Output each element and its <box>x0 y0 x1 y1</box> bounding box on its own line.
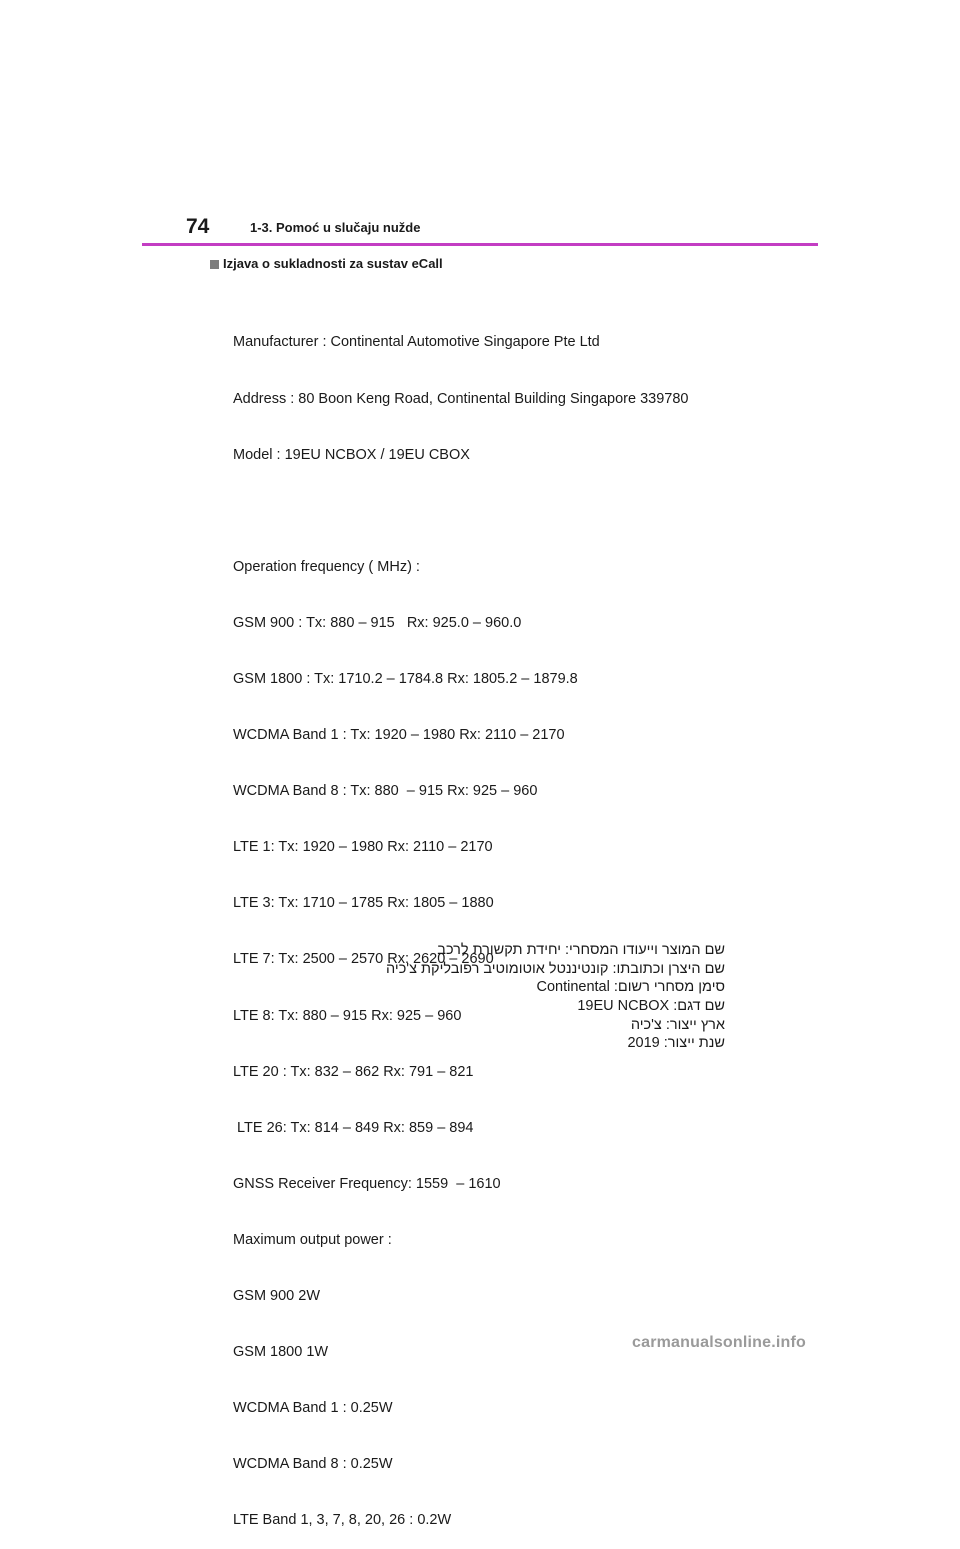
hebrew-line: שם המוצר וייעודו המסחרי: יחידת תקשורת לרכב <box>437 942 725 958</box>
frequency-line: LTE 3: Tx: 1710 – 1785 Rx: 1805 – 1880 <box>233 895 494 912</box>
frequency-line: WCDMA Band 1 : Tx: 1920 – 1980 Rx: 2110 – 2170 <box>233 727 565 744</box>
power-line: GSM 900 2W <box>233 1288 321 1304</box>
hebrew-line: שם היצרן וכתובתו: קונטיננטל אוטומוטיב רפובליקת צ'כיה <box>386 960 725 977</box>
declaration-block <box>233 296 688 1549</box>
hebrew-line: שם דגם: 19EU NCBOX <box>577 998 725 1015</box>
square-bullet-icon <box>210 260 219 269</box>
hebrew-line: סימן מסחרי רשום: Continental <box>536 979 725 996</box>
header-rule <box>142 243 818 246</box>
watermark: carmanualsonline.info <box>632 1334 807 1351</box>
model-line: Model : 19EU NCBOX / 19EU CBOX <box>233 446 470 463</box>
frequency-line: LTE 26: Tx: 814 – 849 Rx: 859 – 894 <box>233 1119 474 1136</box>
manufacturer-line: Manufacturer : Continental Automotive Singapore Pte Ltd <box>233 334 600 351</box>
frequency-line: LTE 1: Tx: 1920 – 1980 Rx: 2110 – 2170 <box>233 839 493 856</box>
hebrew-line: ארץ ייצור: צ'כיה <box>630 1016 725 1033</box>
chapter-title: 1-3. Pomoć u slučaju nužde <box>250 220 421 235</box>
frequency-line: GSM 900 : Tx: 880 – 915 Rx: 925.0 – 960.0 <box>233 614 522 631</box>
section-heading-text: Izjava o sukladnosti za sustav eCall <box>223 256 443 271</box>
frequency-line: GNSS Receiver Frequency: 1559 – 1610 <box>233 1175 501 1192</box>
power-line: WCDMA Band 1 : 0.25W <box>233 1400 393 1417</box>
power-line: WCDMA Band 8 : 0.25W <box>233 1456 393 1473</box>
frequency-line: WCDMA Band 8 : Tx: 880 – 915 Rx: 925 – 960 <box>233 783 538 800</box>
power-line: GSM 1800 1W <box>233 1344 329 1361</box>
frequency-line: LTE 20 : Tx: 832 – 862 Rx: 791 – 821 <box>233 1063 474 1080</box>
operation-frequency-title: Operation frequency ( MHz) : <box>233 558 420 575</box>
hebrew-declaration <box>340 941 725 1053</box>
section-heading <box>210 255 443 273</box>
power-title: Maximum output power : <box>233 1231 392 1248</box>
spacer <box>233 502 688 521</box>
frequency-line: LTE 7: Tx: 2500 – 2570 Rx: 2620 – 2690 <box>233 951 494 968</box>
power-line: LTE Band 1, 3, 7, 8, 20, 26 : 0.2W <box>233 1512 452 1529</box>
address-line: Address : 80 Boon Keng Road, Continental Building Singapore 339780 <box>233 390 689 407</box>
frequency-line: LTE 8: Tx: 880 – 915 Rx: 925 – 960 <box>233 1007 462 1024</box>
frequency-line: GSM 1800 : Tx: 1710.2 – 1784.8 Rx: 1805.2 – 1879.8 <box>233 670 578 687</box>
page-number: 74 <box>186 215 210 238</box>
hebrew-line: שנת ייצור: 2019 <box>627 1035 725 1052</box>
